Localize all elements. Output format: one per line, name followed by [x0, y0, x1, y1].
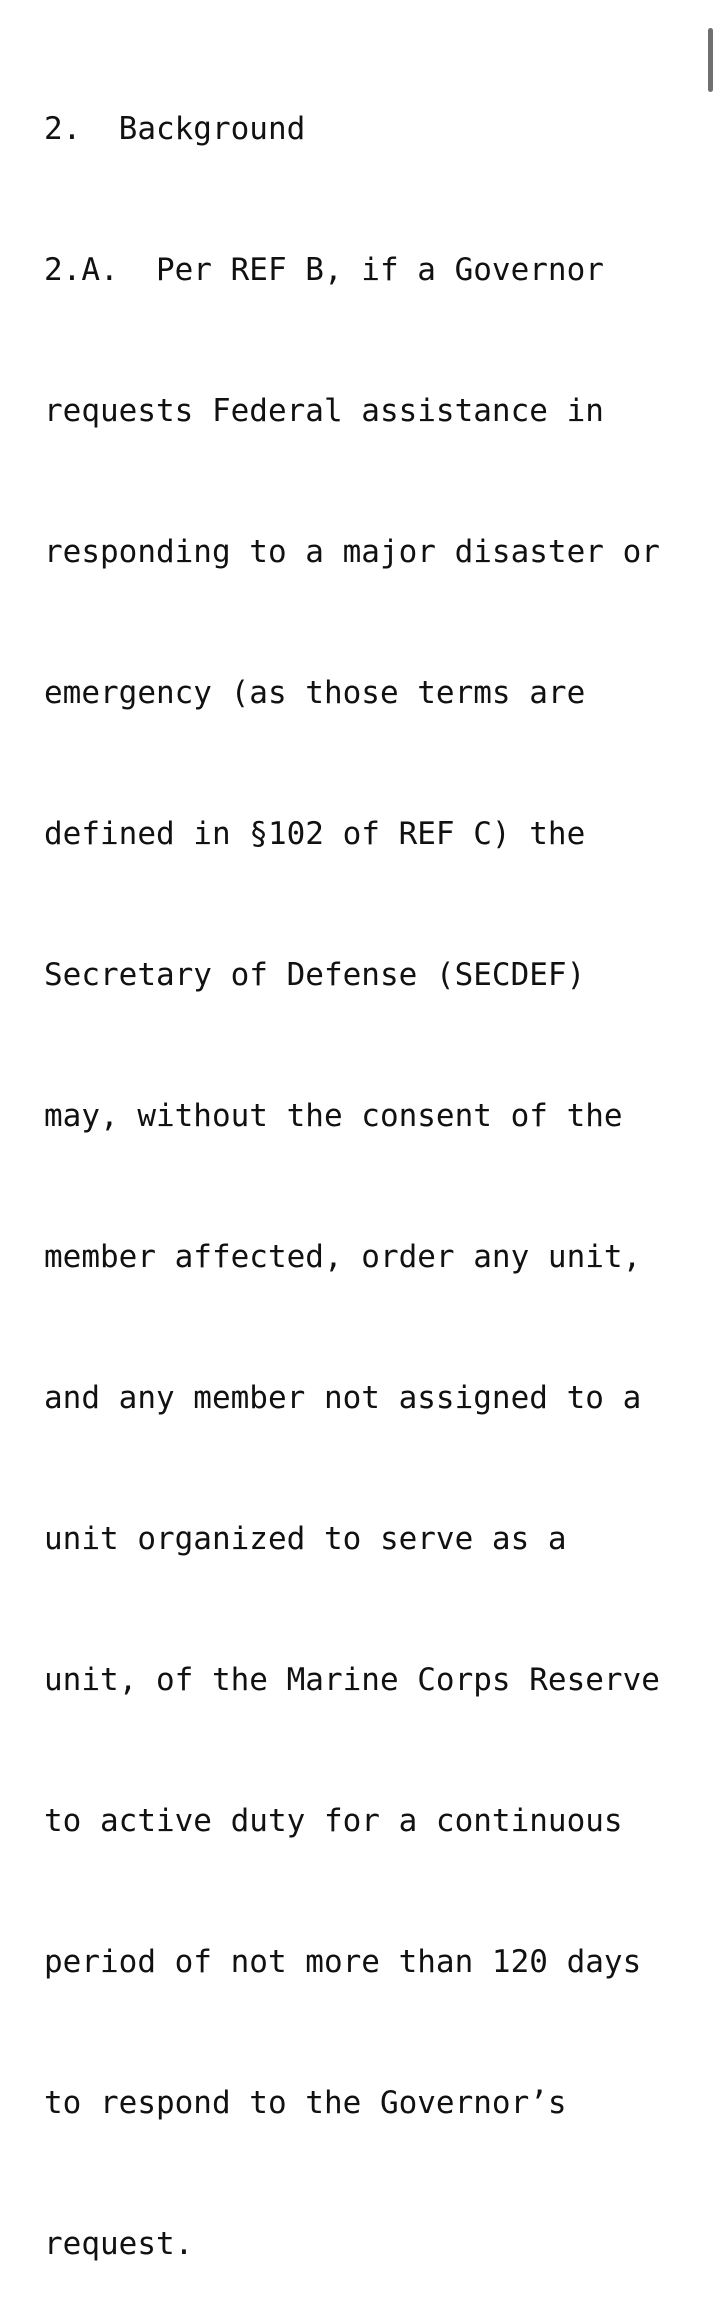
paragraph-line: may, without the consent of the [44, 1098, 623, 1134]
paragraph-line: unit, of the Marine Corps Reserve [44, 1662, 660, 1698]
document-text [44, 12, 694, 2315]
paragraph-line: emergency (as those terms are [44, 675, 586, 711]
paragraph-line: requests Federal assistance in [44, 393, 604, 429]
paragraph-line: and any member not assigned to a [44, 1380, 642, 1416]
paragraph-line: 2.A. Per REF B, if a Governor [44, 252, 604, 288]
paragraph-line: member affected, order any unit, [44, 1239, 642, 1275]
paragraph-line: request. [44, 2226, 194, 2262]
paragraph-line: responding to a major disaster or [44, 534, 660, 570]
vertical-scrollbar[interactable] [708, 28, 713, 92]
paragraph-line: to respond to the Governor’s [44, 2085, 567, 2121]
paragraph-line: Secretary of Defense (SECDEF) [44, 957, 586, 993]
section-heading: 2. Background [44, 111, 306, 147]
paragraph-line: period of not more than 120 days [44, 1944, 642, 1980]
paragraph-line: defined in §102 of REF C) the [44, 816, 586, 852]
paragraph-line: to active duty for a continuous [44, 1803, 623, 1839]
paragraph-line: unit organized to serve as a [44, 1521, 567, 1557]
